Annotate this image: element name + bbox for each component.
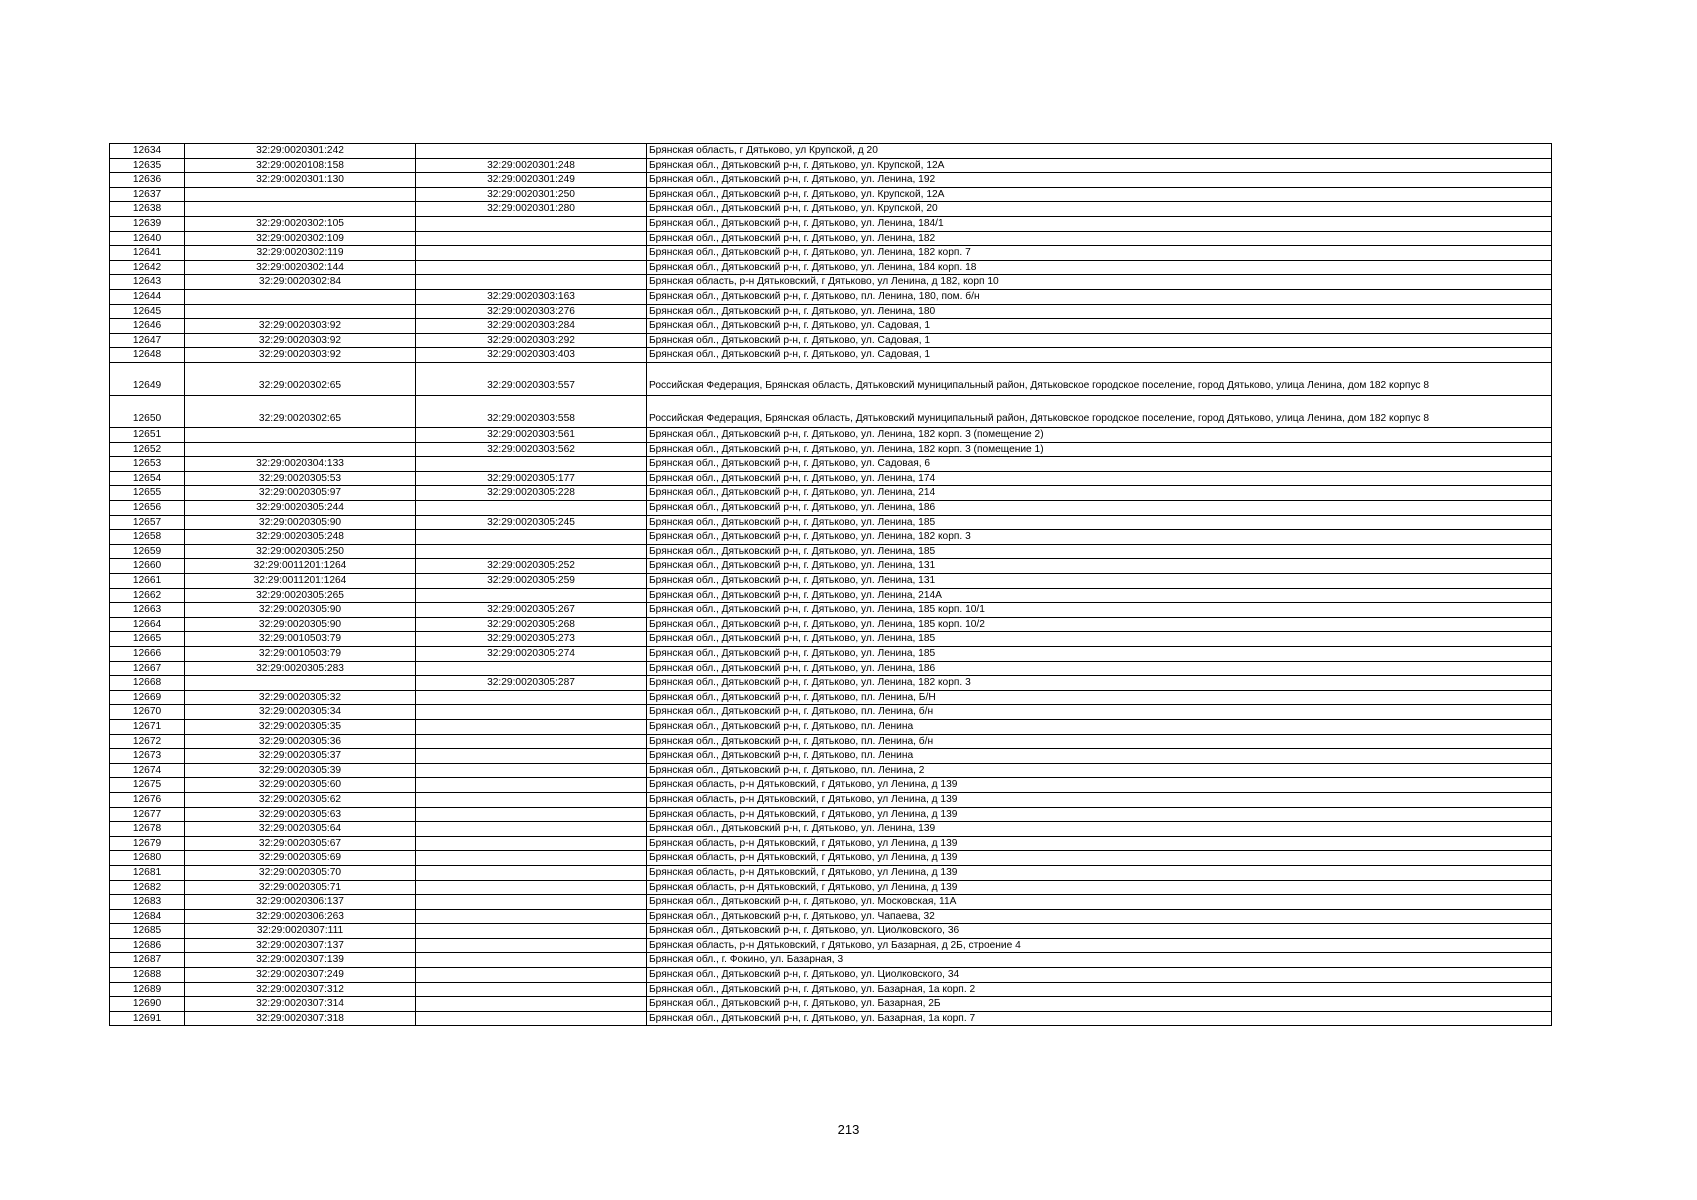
address-cell: Брянская обл., Дятьковский р-н, г. Дятьково, пл. Ленина, 2 <box>647 763 1552 778</box>
row-number-cell: 12661 <box>110 574 185 589</box>
object-number-cell: 32:29:0020301:249 <box>416 173 647 188</box>
parcel-number-cell: 32:29:0020307:314 <box>185 997 416 1012</box>
address-cell: Брянская обл., г. Фокино, ул. Базарная, 3 <box>647 953 1552 968</box>
row-number-cell: 12643 <box>110 275 185 290</box>
row-number-cell: 12662 <box>110 588 185 603</box>
table-row <box>110 865 1552 880</box>
table-row <box>110 895 1552 910</box>
address-cell: Брянская обл., Дятьковский р-н, г. Дятьково, ул. Крупской, 12А <box>647 158 1552 173</box>
object-number-cell: 32:29:0020303:561 <box>416 428 647 443</box>
table-row <box>110 471 1552 486</box>
object-number-cell <box>416 275 647 290</box>
object-number-cell: 32:29:0020305:287 <box>416 676 647 691</box>
object-number-cell <box>416 953 647 968</box>
parcel-number-cell: 32:29:0020305:34 <box>185 705 416 720</box>
row-number-cell: 12679 <box>110 836 185 851</box>
parcel-number-cell: 32:29:0020305:250 <box>185 544 416 559</box>
table-row <box>110 559 1552 574</box>
address-cell: Брянская обл., Дятьковский р-н, г. Дятьково, пл. Ленина, б/н <box>647 705 1552 720</box>
object-number-cell <box>416 836 647 851</box>
object-number-cell: 32:29:0020305:177 <box>416 471 647 486</box>
address-cell: Брянская обл., Дятьковский р-н, г. Дятьково, ул. Крупской, 20 <box>647 202 1552 217</box>
parcel-number-cell: 32:29:0011201:1264 <box>185 559 416 574</box>
parcel-number-cell: 32:29:0010503:79 <box>185 632 416 647</box>
object-number-cell: 32:29:0020305:245 <box>416 515 647 530</box>
row-number-cell: 12634 <box>110 144 185 159</box>
table-row <box>110 792 1552 807</box>
object-number-cell <box>416 144 647 159</box>
table-row <box>110 661 1552 676</box>
object-number-cell <box>416 544 647 559</box>
table-row <box>110 457 1552 472</box>
row-number-cell: 12669 <box>110 690 185 705</box>
parcel-number-cell: 32:29:0020302:105 <box>185 216 416 231</box>
parcel-number-cell: 32:29:0020305:283 <box>185 661 416 676</box>
object-number-cell <box>416 216 647 231</box>
address-cell: Брянская обл., Дятьковский р-н, г. Дятьково, ул. Ленина, 182 корп. 3 <box>647 530 1552 545</box>
parcel-number-cell: 32:29:0011201:1264 <box>185 574 416 589</box>
table-row <box>110 246 1552 261</box>
object-number-cell: 32:29:0020305:267 <box>416 603 647 618</box>
object-number-cell: 32:29:0020303:284 <box>416 319 647 334</box>
object-number-cell: 32:29:0020305:274 <box>416 647 647 662</box>
row-number-cell: 12673 <box>110 749 185 764</box>
address-cell: Брянская область, р-н Дятьковский, г Дятьково, ул Ленина, д 139 <box>647 778 1552 793</box>
object-number-cell <box>416 938 647 953</box>
table-row <box>110 202 1552 217</box>
object-number-cell <box>416 880 647 895</box>
table-row <box>110 304 1552 319</box>
address-cell: Брянская обл., Дятьковский р-н, г. Дятьково, ул. Циолковского, 36 <box>647 924 1552 939</box>
table-row <box>110 632 1552 647</box>
row-number-cell: 12653 <box>110 457 185 472</box>
table-row <box>110 333 1552 348</box>
address-cell: Брянская обл., Дятьковский р-н, г. Дятьково, ул. Ленина, 139 <box>647 822 1552 837</box>
parcel-number-cell: 32:29:0020301:130 <box>185 173 416 188</box>
table-row <box>110 289 1552 304</box>
address-cell: Брянская обл., Дятьковский р-н, г. Дятьково, ул. Ленина, 184 корп. 18 <box>647 260 1552 275</box>
address-cell: Брянская обл., Дятьковский р-н, г. Дятьково, ул. Базарная, 2Б <box>647 997 1552 1012</box>
object-number-cell <box>416 1011 647 1026</box>
address-cell: Брянская обл., Дятьковский р-н, г. Дятьково, ул. Чапаева, 32 <box>647 909 1552 924</box>
parcel-number-cell: 32:29:0020303:92 <box>185 333 416 348</box>
table-row <box>110 442 1552 457</box>
row-number-cell: 12655 <box>110 486 185 501</box>
row-number-cell: 12676 <box>110 792 185 807</box>
row-number-cell: 12645 <box>110 304 185 319</box>
parcel-number-cell: 32:29:0020305:97 <box>185 486 416 501</box>
object-number-cell: 32:29:0020305:259 <box>416 574 647 589</box>
table-row <box>110 676 1552 691</box>
row-number-cell: 12659 <box>110 544 185 559</box>
address-cell: Брянская область, р-н Дятьковский, г Дятьково, ул Ленина, д 139 <box>647 836 1552 851</box>
row-number-cell: 12672 <box>110 734 185 749</box>
object-number-cell: 32:29:0020303:163 <box>416 289 647 304</box>
row-number-cell: 12689 <box>110 982 185 997</box>
table-row <box>110 690 1552 705</box>
address-cell: Брянская обл., Дятьковский р-н, г. Дятьково, ул. Ленина, 185 <box>647 515 1552 530</box>
object-number-cell <box>416 719 647 734</box>
table-row <box>110 501 1552 516</box>
table-row <box>110 603 1552 618</box>
address-cell: Брянская обл., Дятьковский р-н, г. Дятьково, ул. Циолковского, 34 <box>647 968 1552 983</box>
parcel-number-cell: 32:29:0020305:60 <box>185 778 416 793</box>
row-number-cell: 12675 <box>110 778 185 793</box>
table-row <box>110 395 1552 428</box>
object-number-cell <box>416 792 647 807</box>
address-cell: Брянская обл., Дятьковский р-н, г. Дятьково, пл. Ленина, б/н <box>647 734 1552 749</box>
parcel-number-cell: 32:29:0020304:133 <box>185 457 416 472</box>
parcel-number-cell <box>185 442 416 457</box>
parcel-number-cell <box>185 202 416 217</box>
table-row <box>110 173 1552 188</box>
row-number-cell: 12656 <box>110 501 185 516</box>
address-cell: Брянская обл., Дятьковский р-н, г. Дятьково, ул. Базарная, 1а корп. 7 <box>647 1011 1552 1026</box>
address-cell: Брянская обл., Дятьковский р-н, г. Дятьково, ул. Базарная, 1а корп. 2 <box>647 982 1552 997</box>
object-number-cell <box>416 705 647 720</box>
row-number-cell: 12685 <box>110 924 185 939</box>
table-row <box>110 953 1552 968</box>
row-number-cell: 12667 <box>110 661 185 676</box>
object-number-cell <box>416 749 647 764</box>
table-row <box>110 158 1552 173</box>
address-cell: Брянская обл., Дятьковский р-н, г. Дятьково, пл. Ленина <box>647 749 1552 764</box>
table-row <box>110 187 1552 202</box>
parcel-number-cell: 32:29:0020305:244 <box>185 501 416 516</box>
row-number-cell: 12641 <box>110 246 185 261</box>
address-cell: Брянская обл., Дятьковский р-н, г. Дятьково, ул. Ленина, 192 <box>647 173 1552 188</box>
row-number-cell: 12642 <box>110 260 185 275</box>
object-number-cell: 32:29:0020303:403 <box>416 348 647 363</box>
object-number-cell <box>416 924 647 939</box>
object-number-cell <box>416 734 647 749</box>
row-number-cell: 12664 <box>110 617 185 632</box>
row-number-cell: 12688 <box>110 968 185 983</box>
object-number-cell: 32:29:0020301:248 <box>416 158 647 173</box>
row-number-cell: 12681 <box>110 865 185 880</box>
address-cell: Брянская обл., Дятьковский р-н, г. Дятьково, ул. Садовая, 6 <box>647 457 1552 472</box>
row-number-cell: 12665 <box>110 632 185 647</box>
address-cell: Брянская обл., Дятьковский р-н, г. Дятьково, ул. Крупской, 12А <box>647 187 1552 202</box>
parcel-number-cell: 32:29:0020307:249 <box>185 968 416 983</box>
table-row <box>110 260 1552 275</box>
table-row <box>110 763 1552 778</box>
parcel-number-cell: 32:29:0020305:265 <box>185 588 416 603</box>
object-number-cell <box>416 530 647 545</box>
parcel-number-cell: 32:29:0020305:90 <box>185 603 416 618</box>
parcel-number-cell: 32:29:0020306:137 <box>185 895 416 910</box>
row-number-cell: 12637 <box>110 187 185 202</box>
address-cell: Брянская обл., Дятьковский р-н, г. Дятьково, пл. Ленина, 180, пом. б/н <box>647 289 1552 304</box>
address-cell: Брянская обл., Дятьковский р-н, г. Дятьково, ул. Ленина, 214А <box>647 588 1552 603</box>
row-number-cell: 12660 <box>110 559 185 574</box>
parcel-number-cell: 32:29:0020307:111 <box>185 924 416 939</box>
address-cell: Брянская обл., Дятьковский р-н, г. Дятьково, ул. Ленина, 184/1 <box>647 216 1552 231</box>
table-row <box>110 275 1552 290</box>
row-number-cell: 12635 <box>110 158 185 173</box>
address-cell: Брянская обл., Дятьковский р-н, г. Дятьково, ул. Садовая, 1 <box>647 333 1552 348</box>
row-number-cell: 12644 <box>110 289 185 304</box>
object-number-cell <box>416 588 647 603</box>
object-number-cell: 32:29:0020303:562 <box>416 442 647 457</box>
address-cell: Брянская обл., Дятьковский р-н, г. Дятьково, ул. Ленина, 185 <box>647 632 1552 647</box>
row-number-cell: 12670 <box>110 705 185 720</box>
object-number-cell <box>416 822 647 837</box>
address-cell: Брянская обл., Дятьковский р-н, г. Дятьково, ул. Ленина, 214 <box>647 486 1552 501</box>
parcel-number-cell: 32:29:0020305:35 <box>185 719 416 734</box>
parcel-number-cell: 32:29:0020302:144 <box>185 260 416 275</box>
object-number-cell <box>416 778 647 793</box>
row-number-cell: 12663 <box>110 603 185 618</box>
row-number-cell: 12650 <box>110 395 185 428</box>
parcel-number-cell <box>185 187 416 202</box>
row-number-cell: 12683 <box>110 895 185 910</box>
parcel-number-cell <box>185 428 416 443</box>
cadastral-table <box>109 143 1552 1026</box>
row-number-cell: 12649 <box>110 362 185 395</box>
row-number-cell: 12647 <box>110 333 185 348</box>
object-number-cell <box>416 661 647 676</box>
row-number-cell: 12682 <box>110 880 185 895</box>
table-row <box>110 778 1552 793</box>
row-number-cell: 12639 <box>110 216 185 231</box>
object-number-cell <box>416 260 647 275</box>
parcel-number-cell: 32:29:0020302:84 <box>185 275 416 290</box>
table-row <box>110 909 1552 924</box>
address-cell: Российская Федерация, Брянская область, Дятьковский муниципальный район, Дятьковское городское поселение, город Дятьково, улица Ленина, дом 182 корпус 8 <box>647 395 1552 428</box>
row-number-cell: 12666 <box>110 647 185 662</box>
address-cell: Брянская обл., Дятьковский р-н, г. Дятьково, ул. Ленина, 185 <box>647 647 1552 662</box>
address-cell: Брянская обл., Дятьковский р-н, г. Дятьково, ул. Ленина, 182 корп. 3 <box>647 676 1552 691</box>
row-number-cell: 12636 <box>110 173 185 188</box>
table-row <box>110 428 1552 443</box>
row-number-cell: 12690 <box>110 997 185 1012</box>
table-row <box>110 617 1552 632</box>
parcel-number-cell: 32:29:0020305:53 <box>185 471 416 486</box>
address-cell: Брянская обл., Дятьковский р-н, г. Дятьково, пл. Ленина, Б/Н <box>647 690 1552 705</box>
address-cell: Брянская обл., Дятьковский р-н, г. Дятьково, ул. Садовая, 1 <box>647 348 1552 363</box>
parcel-number-cell: 32:29:0020303:92 <box>185 348 416 363</box>
object-number-cell: 32:29:0020301:280 <box>416 202 647 217</box>
address-cell: Брянская область, р-н Дятьковский, г Дятьково, ул Ленина, д 139 <box>647 807 1552 822</box>
parcel-number-cell: 32:29:0010503:79 <box>185 647 416 662</box>
object-number-cell <box>416 246 647 261</box>
parcel-number-cell: 32:29:0020302:65 <box>185 362 416 395</box>
address-cell: Брянская область, г Дятьково, ул Крупской, д 20 <box>647 144 1552 159</box>
address-cell: Брянская обл., Дятьковский р-н, г. Дятьково, ул. Ленина, 131 <box>647 574 1552 589</box>
object-number-cell: 32:29:0020305:268 <box>416 617 647 632</box>
row-number-cell: 12680 <box>110 851 185 866</box>
parcel-number-cell: 32:29:0020305:90 <box>185 617 416 632</box>
row-number-cell: 12691 <box>110 1011 185 1026</box>
table-row <box>110 997 1552 1012</box>
object-number-cell: 32:29:0020305:252 <box>416 559 647 574</box>
object-number-cell <box>416 997 647 1012</box>
object-number-cell: 32:29:0020303:558 <box>416 395 647 428</box>
parcel-number-cell: 32:29:0020305:248 <box>185 530 416 545</box>
address-cell: Брянская область, р-н Дятьковский, г Дятьково, ул Ленина, д 139 <box>647 792 1552 807</box>
object-number-cell <box>416 807 647 822</box>
parcel-number-cell: 32:29:0020302:109 <box>185 231 416 246</box>
table-row <box>110 319 1552 334</box>
row-number-cell: 12657 <box>110 515 185 530</box>
object-number-cell <box>416 851 647 866</box>
address-cell: Брянская обл., Дятьковский р-н, г. Дятьково, ул. Ленина, 185 корп. 10/1 <box>647 603 1552 618</box>
address-cell: Брянская обл., Дятьковский р-н, г. Дятьково, ул. Ленина, 174 <box>647 471 1552 486</box>
row-number-cell: 12684 <box>110 909 185 924</box>
parcel-number-cell: 32:29:0020305:62 <box>185 792 416 807</box>
row-number-cell: 12687 <box>110 953 185 968</box>
row-number-cell: 12638 <box>110 202 185 217</box>
object-number-cell <box>416 763 647 778</box>
object-number-cell <box>416 982 647 997</box>
parcel-number-cell: 32:29:0020305:32 <box>185 690 416 705</box>
table-body <box>110 144 1552 1026</box>
parcel-number-cell: 32:29:0020303:92 <box>185 319 416 334</box>
table-row <box>110 231 1552 246</box>
parcel-number-cell: 32:29:0020305:64 <box>185 822 416 837</box>
table-row <box>110 216 1552 231</box>
parcel-number-cell: 32:29:0020301:242 <box>185 144 416 159</box>
table-row <box>110 924 1552 939</box>
parcel-number-cell: 32:29:0020307:137 <box>185 938 416 953</box>
object-number-cell: 32:29:0020303:276 <box>416 304 647 319</box>
address-cell: Брянская обл., Дятьковский р-н, г. Дятьково, ул. Ленина, 185 корп. 10/2 <box>647 617 1552 632</box>
table-row <box>110 705 1552 720</box>
table-row <box>110 348 1552 363</box>
table-row <box>110 822 1552 837</box>
parcel-number-cell: 32:29:0020307:318 <box>185 1011 416 1026</box>
table-row <box>110 647 1552 662</box>
table-row <box>110 544 1552 559</box>
object-number-cell <box>416 895 647 910</box>
table-row <box>110 968 1552 983</box>
row-number-cell: 12678 <box>110 822 185 837</box>
parcel-number-cell: 32:29:0020306:263 <box>185 909 416 924</box>
address-cell: Брянская обл., Дятьковский р-н, г. Дятьково, ул. Московская, 11А <box>647 895 1552 910</box>
parcel-number-cell <box>185 304 416 319</box>
table-row <box>110 880 1552 895</box>
row-number-cell: 12640 <box>110 231 185 246</box>
table-row <box>110 530 1552 545</box>
row-number-cell: 12654 <box>110 471 185 486</box>
table-row <box>110 734 1552 749</box>
object-number-cell <box>416 865 647 880</box>
parcel-number-cell: 32:29:0020302:119 <box>185 246 416 261</box>
address-cell: Брянская область, р-н Дятьковский, г Дятьково, ул Ленина, д 139 <box>647 880 1552 895</box>
object-number-cell <box>416 968 647 983</box>
row-number-cell: 12658 <box>110 530 185 545</box>
address-cell: Брянская обл., Дятьковский р-н, г. Дятьково, ул. Ленина, 182 корп. 7 <box>647 246 1552 261</box>
table-row <box>110 486 1552 501</box>
address-cell: Брянская обл., Дятьковский р-н, г. Дятьково, ул. Ленина, 180 <box>647 304 1552 319</box>
address-cell: Брянская обл., Дятьковский р-н, г. Дятьково, ул. Садовая, 1 <box>647 319 1552 334</box>
parcel-number-cell: 32:29:0020305:36 <box>185 734 416 749</box>
row-number-cell: 12648 <box>110 348 185 363</box>
address-cell: Брянская обл., Дятьковский р-н, г. Дятьково, ул. Ленина, 186 <box>647 661 1552 676</box>
address-cell: Российская Федерация, Брянская область, Дятьковский муниципальный район, Дятьковское городское поселение, город Дятьково, улица Ленина, дом 182 корпус 8 <box>647 362 1552 395</box>
parcel-number-cell <box>185 289 416 304</box>
table-row <box>110 807 1552 822</box>
table-row <box>110 719 1552 734</box>
address-cell: Брянская область, р-н Дятьковский, г Дятьково, ул Ленина, д 139 <box>647 865 1552 880</box>
page-number: 213 <box>837 1122 860 1137</box>
address-cell: Брянская область, р-н Дятьковский, г Дятьково, ул Базарная, д 2Б, строение 4 <box>647 938 1552 953</box>
object-number-cell: 32:29:0020301:250 <box>416 187 647 202</box>
parcel-number-cell: 32:29:0020305:63 <box>185 807 416 822</box>
table-row <box>110 144 1552 159</box>
object-number-cell: 32:29:0020303:557 <box>416 362 647 395</box>
object-number-cell: 32:29:0020305:273 <box>416 632 647 647</box>
parcel-number-cell: 32:29:0020305:71 <box>185 880 416 895</box>
object-number-cell <box>416 690 647 705</box>
parcel-number-cell: 32:29:0020305:67 <box>185 836 416 851</box>
object-number-cell <box>416 457 647 472</box>
parcel-number-cell <box>185 676 416 691</box>
parcel-number-cell: 32:29:0020305:37 <box>185 749 416 764</box>
parcel-number-cell: 32:29:0020307:139 <box>185 953 416 968</box>
object-number-cell <box>416 909 647 924</box>
row-number-cell: 12646 <box>110 319 185 334</box>
address-cell: Брянская обл., Дятьковский р-н, г. Дятьково, ул. Ленина, 182 корп. 3 (помещение 2) <box>647 428 1552 443</box>
table-row <box>110 749 1552 764</box>
parcel-number-cell: 32:29:0020302:65 <box>185 395 416 428</box>
object-number-cell <box>416 231 647 246</box>
row-number-cell: 12668 <box>110 676 185 691</box>
table-row <box>110 1011 1552 1026</box>
row-number-cell: 12674 <box>110 763 185 778</box>
table-row <box>110 836 1552 851</box>
address-cell: Брянская обл., Дятьковский р-н, г. Дятьково, ул. Ленина, 185 <box>647 544 1552 559</box>
parcel-number-cell: 32:29:0020305:70 <box>185 865 416 880</box>
address-cell: Брянская область, р-н Дятьковский, г Дятьково, ул Ленина, д 139 <box>647 851 1552 866</box>
object-number-cell <box>416 501 647 516</box>
table-row <box>110 982 1552 997</box>
table-row <box>110 851 1552 866</box>
table-row <box>110 362 1552 395</box>
address-cell: Брянская обл., Дятьковский р-н, г. Дятьково, ул. Ленина, 131 <box>647 559 1552 574</box>
row-number-cell: 12651 <box>110 428 185 443</box>
table-row <box>110 938 1552 953</box>
address-cell: Брянская обл., Дятьковский р-н, г. Дятьково, ул. Ленина, 182 корп. 3 (помещение 1) <box>647 442 1552 457</box>
row-number-cell: 12677 <box>110 807 185 822</box>
address-cell: Брянская обл., Дятьковский р-н, г. Дятьково, пл. Ленина <box>647 719 1552 734</box>
row-number-cell: 12671 <box>110 719 185 734</box>
parcel-number-cell: 32:29:0020305:90 <box>185 515 416 530</box>
address-cell: Брянская обл., Дятьковский р-н, г. Дятьково, ул. Ленина, 182 <box>647 231 1552 246</box>
parcel-number-cell: 32:29:0020307:312 <box>185 982 416 997</box>
table-row <box>110 588 1552 603</box>
address-cell: Брянская обл., Дятьковский р-н, г. Дятьково, ул. Ленина, 186 <box>647 501 1552 516</box>
address-cell: Брянская область, р-н Дятьковский, г Дятьково, ул Ленина, д 182, корп 10 <box>647 275 1552 290</box>
row-number-cell: 12686 <box>110 938 185 953</box>
parcel-number-cell: 32:29:0020305:69 <box>185 851 416 866</box>
table-row <box>110 515 1552 530</box>
table-row <box>110 574 1552 589</box>
object-number-cell: 32:29:0020303:292 <box>416 333 647 348</box>
parcel-number-cell: 32:29:0020305:39 <box>185 763 416 778</box>
object-number-cell: 32:29:0020305:228 <box>416 486 647 501</box>
row-number-cell: 12652 <box>110 442 185 457</box>
parcel-number-cell: 32:29:0020108:158 <box>185 158 416 173</box>
